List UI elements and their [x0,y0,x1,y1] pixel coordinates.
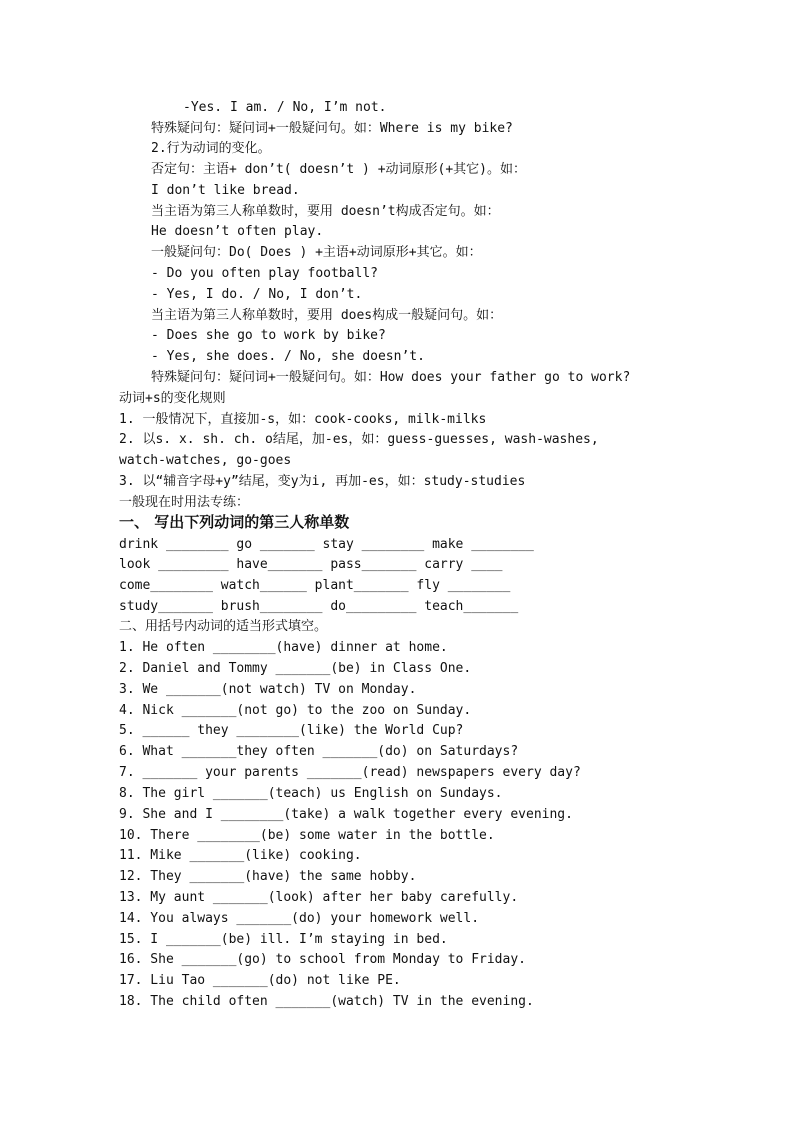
text-line: - Yes, she does. / No, she doesn’t. [151,349,425,364]
exercise-line: come________ watch______ plant_______ fly ________ [119,578,511,593]
text-line: 1. 一般情况下，直接加-s，如：cook-cooks, milk-milks [119,412,487,427]
text-line: 当主语为第三人称单数时，要用 doesn’t构成否定句。如： [151,204,500,219]
text-line: watch-watches, go-goes [119,453,292,468]
exercise-item: 6. What _______they often _______(do) on Saturdays? [119,744,519,759]
exercise-item: 16. She _______(go) to school from Monday to Friday. [119,952,526,967]
exercise-item: 13. My aunt _______(look) after her baby carefully. [119,890,519,905]
text-line: - Does she go to work by bike? [151,328,386,343]
text-line: I don’t like bread. [151,183,300,198]
text-line: 特殊疑问句：疑问词+一般疑问句。如：Where is my bike? [151,121,513,136]
exercise-item: 7. _______ your parents _______(read) newspapers every day? [119,765,581,780]
exercise-line: look _________ have_______ pass_______ carry ____ [119,557,503,572]
text-line: - Do you often play football? [151,266,378,281]
text-line: -Yes. I am. / No, I’m not. [183,100,387,115]
exercise-heading: 一、 写出下列动词的第三人称单数 [119,513,350,531]
exercise-item: 17. Liu Tao _______(do) not like PE. [119,973,401,988]
text-line: 2.行为动词的变化。 [151,141,271,156]
section-title: 动词+s的变化规则 [119,391,226,406]
exercise-item: 5. ______ they ________(like) the World Cup? [119,723,464,738]
text-line: - Yes, I do. / No, I don’t. [151,287,363,302]
exercise-item: 2. Daniel and Tommy _______(be) in Class One. [119,661,472,676]
exercise-item: 1. He often ________(have) dinner at home. [119,640,448,655]
exercise-item: 10. There ________(be) some water in the bottle. [119,828,495,843]
text-line: 否定句：主语+ don’t( doesn’t ) +动词原形(+其它)。如： [151,162,527,177]
text-line: 3. 以“辅音字母+y”结尾，变y为i, 再加-es，如：study-studies [119,474,526,489]
text-line: 一般疑问句：Do( Does ) +主语+动词原形+其它。如： [151,245,482,260]
exercise-line: drink ________ go _______ stay ________ make ________ [119,537,534,552]
exercise-item: 3. We _______(not watch) TV on Monday. [119,682,417,697]
exercise-item: 14. You always _______(do) your homework well. [119,911,480,926]
text-line: 2. 以s. x. sh. ch. o结尾，加-es，如：guess-guesses, wash-washes, [119,432,599,447]
exercise-item: 11. Mike _______(like) cooking. [119,848,362,863]
exercise-line: study_______ brush________ do_________ teach_______ [119,599,519,614]
text-line: He doesn’t often play. [151,224,324,239]
text-line: 当主语为第三人称单数时，要用 does构成一般疑问句。如： [151,308,503,323]
exercise-heading: 二、用括号内动词的适当形式填空。 [119,619,328,634]
exercise-item: 12. They _______(have) the same hobby. [119,869,417,884]
exercise-item: 18. The child often _______(watch) TV in the evening. [119,994,534,1009]
exercise-item: 4. Nick _______(not go) to the zoo on Sunday. [119,703,472,718]
exercise-item: 9. She and I ________(take) a walk together every evening. [119,807,573,822]
section-title: 一般现在时用法专练： [119,495,250,510]
text-line: 特殊疑问句：疑问词+一般疑问句。如：How does your father go to work? [151,370,631,385]
exercise-item: 15. I _______(be) ill. I’m staying in bed. [119,932,448,947]
exercise-item: 8. The girl _______(teach) us English on Sundays. [119,786,503,801]
